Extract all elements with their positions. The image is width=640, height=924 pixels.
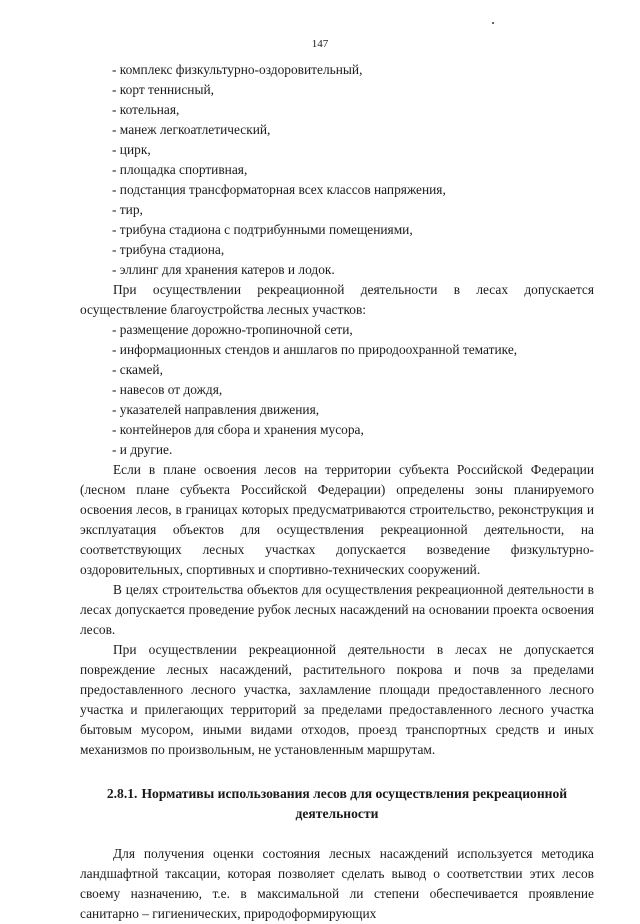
paragraph-planning-zones: Если в плане освоения лесов на территории субъекта Российской Федерации (лесном плане субъекта Российской Федерации) определены зоны планируемого освоения лесов, в границах которых предусматриваются строительство, реконструкция и эксплуатация объектов для осуществления рекреационной деятельности, на соответствующих лесных участках допускается возведение физкультурно-оздоровительных, спортивных и спортивно-технических сооружений. [80,462,594,577]
list-item: - контейнеров для сбора и хранения мусора, [112,422,364,437]
paragraph-improvement-intro: При осуществлении рекреационной деятельности в лесах допускается осуществление благоустройства лесных участков: [80,282,594,317]
list-item: - и другие. [112,442,173,457]
paragraph-assessment: Для получения оценки состояния лесных насаждений используется методика ландшафтной таксации, которая позволяет сделать вывод о соответствии этих лесов своему назначению, т.е. в максимальной ли степени обеспечивается проявление санитарно – гигиенических, природоформирующих [80,846,594,921]
list-item: - цирк, [112,142,151,157]
facilities-list [80,60,594,280]
list-item: - корт теннисный, [112,82,214,97]
list-item: - указателей направления движения, [112,402,320,417]
paragraph-prohibited-actions: При осуществлении рекреационной деятельности в лесах не допускается повреждение лесных насаждений, растительного покрова и почв за пределами предоставленного лесного участка, захламление площади предоставленного лесного участка и прилегающих территорий за пределами предоставленного лесного участка бытовым мусором, иными видами отходов, проезд транспортных средств и иных механизмов по произвольным, не установленным маршрутам. [80,642,594,757]
section-number: 2.8.1. [106,786,138,801]
list-item: - трибуна стадиона с подтрибунными помещениями, [112,222,413,237]
list-item: - навесов от дождя, [112,382,223,397]
page-content [80,60,594,924]
list-item: - эллинг для хранения катеров и лодок. [112,262,335,277]
list-item: - площадка спортивная, [112,162,248,177]
section-title: Нормативы использования лесов для осуществления рекреационной деятельности [141,786,568,821]
list-item: - информационных стендов и аншлагов по природоохранной тематике, [112,342,518,357]
list-item: - тир, [112,202,143,217]
paragraph-felling: В целях строительства объектов для осуществления рекреационной деятельности в лесах допускается проведение рубок лесных насаждений на основании проекта освоения лесов. [80,582,594,637]
improvement-list [80,320,594,460]
scan-speck [492,22,494,24]
list-item: - скамей, [112,362,163,377]
list-item: - котельная, [112,102,180,117]
list-item: - трибуна стадиона, [112,242,225,257]
section-heading [80,784,594,824]
list-item: - комплекс физкультурно-оздоровительный, [112,62,363,77]
list-item: - размещение дорожно-тропиночной сети, [112,322,353,337]
page-number: 147 [311,38,329,50]
list-item: - манеж легкоатлетический, [112,122,271,137]
list-item: - подстанция трансформаторная всех классов напряжения, [112,182,446,197]
